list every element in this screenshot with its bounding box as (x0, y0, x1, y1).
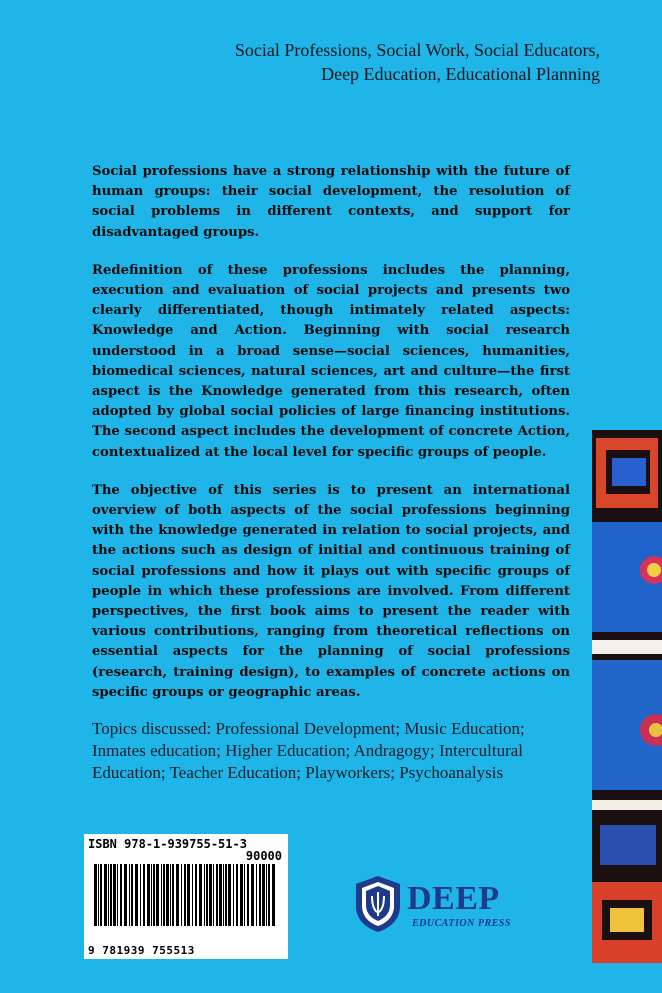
barcode-bars (90, 864, 280, 942)
topics-line-2: Inmates education; Higher Education; Andragogy; Intercultural (92, 741, 524, 760)
price-code: 90000 (245, 849, 282, 863)
keywords-line-2: Deep Education, Educational Planning (321, 64, 600, 84)
isbn-barcode (84, 834, 288, 959)
blurb-paragraph-3: The objective of this series is to present an international overview of both aspects of the social professions beginning with the knowledge generated in relation to social projects, and the actions such as design of initial and continuous training of social professions and how it plays out with specific groups of people in which these professions are involved. From different perspectives, the first book aims to present the reader with various contributions, ranging from theoretical reflections on essential aspects for the planning of social professions (research, training design), to examples of concrete actions on specific groups or geographic areas. (92, 482, 570, 700)
back-cover-blurb (92, 162, 570, 721)
blurb-paragraph-1: Social professions have a strong relationship with the future of human groups: their social development, the resolution of social problems in different contexts, and support for disadvantaged groups. (92, 164, 570, 240)
barcode-digits: 9 781939 755513 (88, 944, 195, 957)
shield-lyre-icon (352, 874, 404, 934)
topics-line-3: Education; Teacher Education; Playworkers; Psychoanalysis (92, 763, 504, 782)
topics-discussed (92, 718, 592, 784)
topics-line-1: Topics discussed: Professional Development; Music Education; (92, 719, 525, 738)
isbn-text: ISBN 978-1-939755-51-3 (88, 837, 247, 851)
woven-textile-image (592, 430, 662, 963)
blurb-paragraph-2: Redefinition of these professions includes the planning, execution and evaluation of social projects and presents two clearly differentiated, though intimately related aspects: Knowledge and Action. Beginning with social research understood in a broad sense—social sciences, humanities, biomedical sciences, natural sciences, art and culture—the first aspect is the Knowledge generated from this research, often adopted by global social policies of large financing institutions. The second aspect includes the development of concrete Action, contextualized at the local level for specific groups of people. (92, 262, 570, 460)
publisher-logo (352, 874, 532, 944)
keywords-line-1: Social Professions, Social Work, Social Educators, (234, 40, 600, 60)
logo-wordmark: DEEP (407, 880, 500, 917)
series-keywords (40, 38, 600, 86)
logo-subtitle: EDUCATION PRESS (412, 918, 511, 929)
